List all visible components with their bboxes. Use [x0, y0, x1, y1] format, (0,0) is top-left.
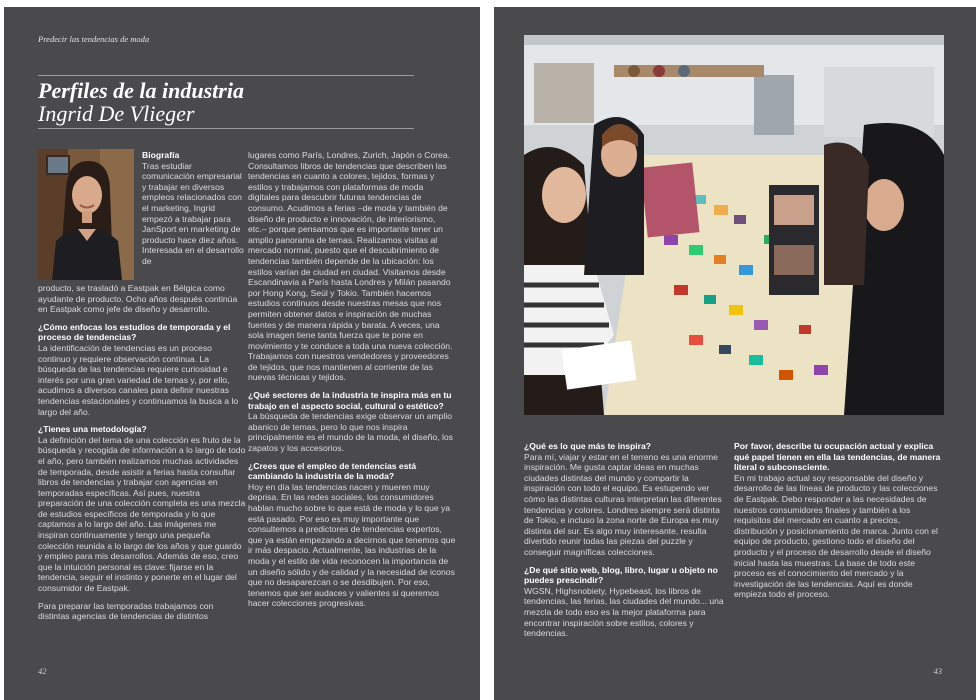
- portrait-photo: [38, 149, 134, 280]
- page-title: Perfiles de la industria: [38, 78, 244, 103]
- page-number-right: 43: [933, 666, 942, 676]
- question: ¿Qué es lo que más te inspira?: [524, 441, 652, 451]
- team-photo: [524, 35, 944, 415]
- answer: La identificación de tendencias es un proceso continuo y requiere observación continua. La búsqueda de las tendencias requiere curiosidad e interés por una gran variedad de temas y, por ello, acudimos a diversos canales para definir nuestras tendencias estacionales y continuamos la busca a lo largo del año.: [38, 342, 239, 417]
- answer: La definición del tema de una colección es fruto de la búsqueda y recogida de información a lo largo de todo el año, pero también realizamos muchas actividades de temporada, desde asistir a ferias hasta consultar libros de tendencias y trabajar con agencias en temporadas específicas. Así pues, nuestra preparación de una colección completa es una mezcla de estudios específicos de temporada y lo que captamos a lo largo del año. Las imágenes me inspiran continuamente y tengo una pequeña colección reunida a lo largo de los años y que guardo y empleo para mis desarrollos. Además de eso, creo que la intuición personal es clave: fijarse en la tendencia, seguir el instinto y ponerte en el lugar del consumidor de Eastpak.: [38, 434, 246, 594]
- running-head: Predecir las tendencias de moda: [38, 34, 150, 44]
- bio-top: [142, 150, 246, 267]
- right-page: [494, 7, 976, 700]
- bio-heading: Biografía: [142, 150, 180, 160]
- question: ¿Qué sectores de la industria te inspira más en tu trabajo en el aspecto social, cultural o estético?: [248, 390, 452, 411]
- title-rule-bottom: [38, 128, 414, 129]
- answer: lugares como París, Londres, Zurich, Japón o Corea. Consultamos libros de tendencias que describen las tendencias en cuanto a colores, tejidos, formas y estilos y trabajamos con plataformas de moda digitales para descubrir futuras tendencias de consumo. Acudimos a ferias –de moda y también de diseño de producto e innovación, de interiorismo, etc.– porque pensamos que es importante tener un amplio panorama de temas. Realizamos visitas al mercado normal, puesto que el descubrimiento de tendencias también depende de la ubicación: los estilos varían de ciudad en ciudad. Visitamos desde Escandinavia a París hasta Londres y Milán pasando por Hong Kong, Seúl y Tokio. También hacemos estudios continuos desde nuestras mesas que nos permiten obtener datos e inspiración de muchas fuentes y de manera rápida y barata. A veces, una sola imagen tiene tanta fuerza que te pone en movimiento y te conduce a toda una nueva colección. Trabajamos con nuestros vendedores y proveedores de tejidos, que nos mantienen al corriente de las nuevas técnicas y tejidos.: [248, 150, 453, 383]
- answer: Para preparar las temporadas trabajamos con distintas agencias de tendencias de distintos: [38, 600, 214, 622]
- answer: La búsqueda de tendencias exige observar un amplio abanico de temas, pero lo que nos inspira principalmente es el mundo de la moda, el diseño, los zapatos y los accesorios.: [248, 411, 453, 454]
- question: Por favor, describe tu ocupación actual y explica qué papel tienen en ella las tendencias, de manera literal o subconsciente.: [734, 441, 941, 473]
- answer: Para mí, viajar y estar en el terreno es una enorme inspiración. Me gusta captar ideas en muchas ciudades distintas del mundo y compartir la inspiración con todo el equipo. Es estupendo ver cómo las distintas culturas interpretan las diferentes tendencias y colores. Londres siempre será distinta de Tokio, e incluso la zona norte de Europa es muy distinta del sur. Es algo muy interesante, resulta divertido reunir todas las piezas del puzzle y conseguir magníficas colecciones.: [524, 451, 722, 557]
- title-rule-top: [38, 75, 414, 76]
- answer: En mi trabajo actual soy responsable del diseño y desarrollo de las líneas de producto y las colecciones de Eastpak. Debo responder a las necesidades de nuestros consumidores finales y también a los requisitos del mercado en cuanto a precios, distribución y posicionamiento de marca. Junto con el equipo de producto, gestiono todo el diseño del producto y el proceso de desarrollo desde el diseño inicial hasta las muestras. La base de todo este proceso es el conocimiento del mercado y la investigación de las tendencias. Aquí es donde empieza todo el proceso.: [734, 472, 938, 600]
- question: ¿De qué sitio web, blog, libro, lugar u objeto no puedes prescindir?: [524, 564, 718, 586]
- right-column-2: [734, 441, 944, 607]
- answer: WGSN, Highsnobiety, Hypebeast, los libros de tendencias, las ferias, las ciudades del mundo... una mezcla de todo eso es la mejor plataforma para encontrar inspiración sobre estilos, colores y tendencias.: [524, 585, 724, 639]
- page-number-left: 42: [38, 666, 47, 676]
- bio-continued: producto, se trasladó a Eastpak en Bélgica como ayudante de producto. Ocho años después continúa en Eastpak como jefe de diseño y desarrollo.: [38, 283, 238, 315]
- question: ¿Tienes una metodología?: [38, 424, 147, 435]
- question: ¿Crees que el empleo de tendencias está cambiando la industria de la moda?: [248, 460, 417, 482]
- question: ¿Cómo enfocas los estudios de temporada y el proceso de tendencias?: [38, 321, 231, 343]
- middle-column: [248, 150, 456, 616]
- bio-text: Tras estudiar comunicación empresarial y trabajar en diversos empleos relacionados con el marketing, Ingrid empezó a trabajar para JanSport en marketing de producto hace diez años. Interesada en el desarrollo de: [142, 160, 244, 266]
- right-column-1: [524, 441, 728, 646]
- page-subtitle: Ingrid De Vlieger: [38, 101, 195, 126]
- answer: Hoy en día las tendencias nacen y mueren muy deprisa. En las redes sociales, los consumidores hablan mucho sobre lo que está de moda y lo que ya está pasado. Por eso es muy importante que consultemos a predictores de tendencias expertos, que ya están empezando a decirnos que tenemos que ir más despacio. Actualmente, las industrias de la moda y el estilo de vida reconocen la importancia de un diseño sólido y de calidad y la necesidad de iconos que no desaparezcan o se desdibujen. Por eso, tenemos que ser audaces y valientes si queremos hacer colecciones progresivas.: [248, 481, 456, 609]
- left-column: [38, 283, 246, 629]
- left-page: [4, 7, 480, 700]
